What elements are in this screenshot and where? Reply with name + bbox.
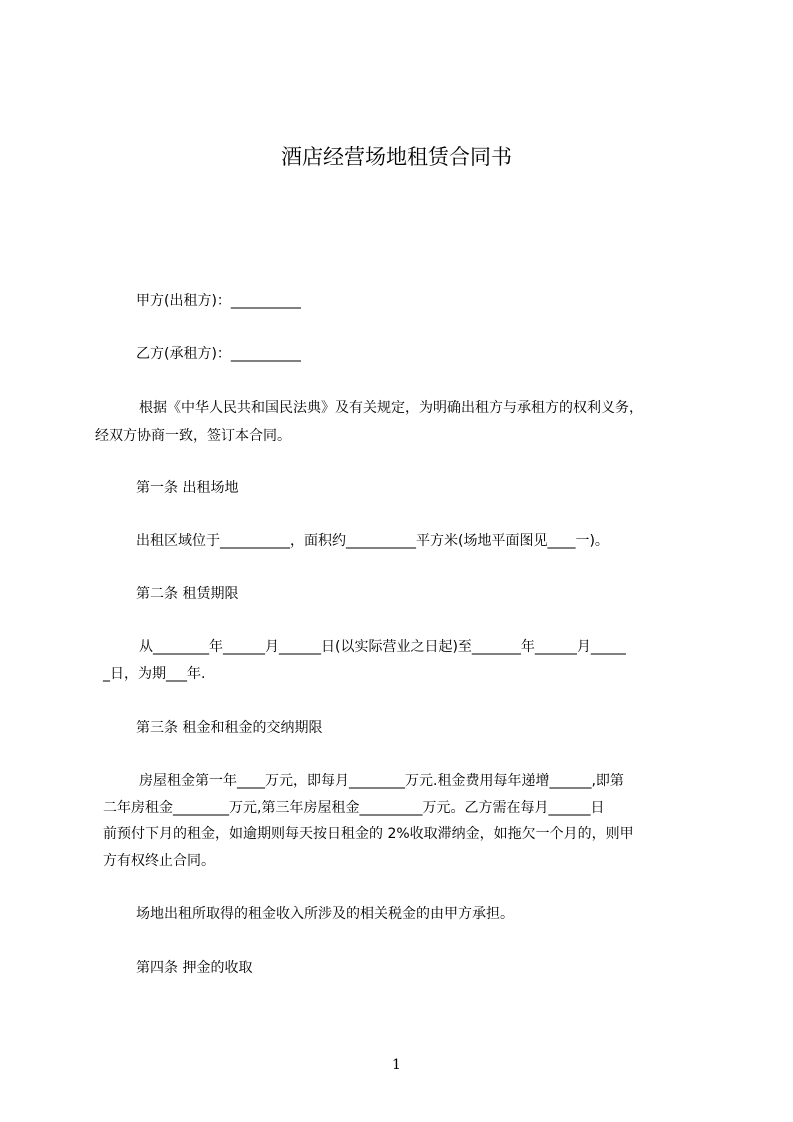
article-3-line-1: 房屋租金第一年____万元，即每月________万元.租金费用每年递增______,即第	[139, 773, 624, 789]
article-2-heading: 第二条 租赁期限	[136, 586, 239, 602]
preamble-line-2: 经双方协商一致，签订本合同。	[95, 428, 291, 444]
article-3-line-2: 二年房租金________万元,第三年房屋租金_________万元。乙方需在每月______日	[103, 800, 605, 816]
preamble-line-1: 根据《中华人民共和国民法典》及有关规定，为明确出租方与承租方的权利义务，	[139, 400, 643, 416]
article-1-heading: 第一条 出租场地	[136, 480, 239, 496]
article-2-line-2: _日，为期___年.	[103, 666, 206, 682]
party-a-line: 甲方(出租方)：__________	[136, 293, 301, 309]
party-b-line: 乙方(承租方)：__________	[136, 346, 301, 362]
page-number: 1	[392, 1057, 401, 1073]
article-1-body: 出租区域位于__________，面积约__________平方米(场地平面图见____一)。	[136, 533, 609, 549]
article-4-heading: 第四条 押金的收取	[136, 960, 253, 976]
document-title: 酒店经营场地租赁合同书	[281, 145, 512, 169]
article-3-line-4: 方有权终止合同。	[103, 853, 215, 869]
article-2-line-1: 从________年______月______日(以实际营业之日起)至_______年______月_____	[139, 639, 626, 655]
tax-clause: 场地出租所取得的租金收入所涉及的相关税金的由甲方承担。	[136, 906, 514, 922]
article-3-line-3: 前预付下月的租金，如逾期则每天按日租金的 2%收取滞纳金，如拖欠一个月的，则甲	[103, 826, 634, 842]
article-3-heading: 第三条 租金和租金的交纳期限	[136, 720, 323, 736]
